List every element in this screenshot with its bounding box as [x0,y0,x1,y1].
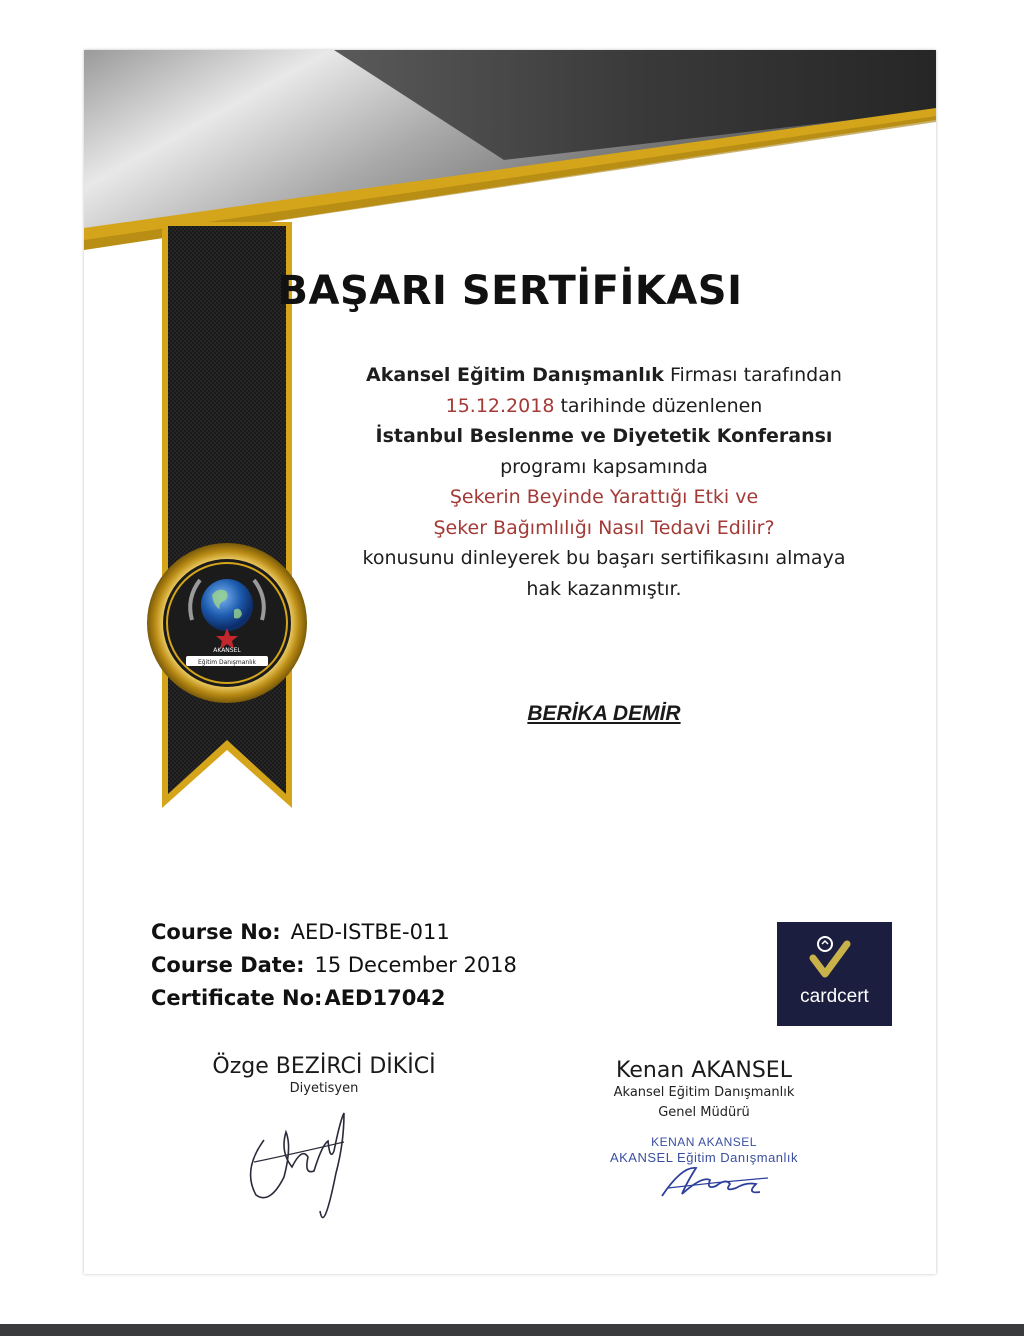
body-line-8: hak kazanmıştır. [526,577,682,600]
signatory-left [174,1054,474,1099]
ribbon-decoration [84,50,324,830]
certificate-no-value: AED17042 [324,986,446,1010]
body-line-1: Akansel Eğitim Danışmanlık Firması tarafından [366,364,842,386]
body-line-7: konusunu dinleyerek bu başarı sertifikasını almaya [362,547,846,569]
certificate-page [84,50,936,1274]
course-date-value: 15 December 2018 [314,953,517,977]
signatory-right-title-2: Genel Müdürü [658,1105,750,1120]
recipient-name: BERİKA DEMİR [527,702,681,725]
certificate-no-row: Certificate No:AED17042 [151,986,446,1010]
stamp-company: AKANSEL Eğitim Danışmanlık [609,1150,799,1165]
conference-name: İstanbul Beslenme ve Diyetetik Konferansı [375,425,833,447]
topic-line-2: Şeker Bağımlılığı Nasıl Tedavi Edilir? [433,516,775,539]
signatory-right-name: Kenan AKANSEL [616,1058,792,1083]
course-details [151,920,517,1019]
body-line-4: programı kapsamında [500,455,708,478]
signature-left [234,1100,374,1245]
course-date-row: Course Date: 15 December 2018 [151,953,517,977]
signature-right [654,1158,784,1208]
event-date: 15.12.2018 [445,394,555,417]
badge-label: cardcert [800,986,869,1007]
signatory-right-title-1: Akansel Eğitim Danışmanlık [613,1085,795,1100]
signatory-left-title: Diyetisyen [289,1081,359,1096]
course-no-value: AED-ISTBE-011 [290,920,450,944]
stamp-name: KENAN AKANSEL [651,1135,757,1149]
company-name: Akansel Eğitim Danışmanlık [366,364,664,386]
topic-line-1: Şekerin Beyinde Yarattığı Etki ve [449,486,759,508]
seal-text-1: AKANSEL [213,647,241,654]
certificate-title: BAŞARI SERTİFİKASI [277,268,743,314]
cardcert-badge [777,922,892,1026]
body-line-2: 15.12.2018 tarihinde düzenlenen [445,394,763,417]
course-no-row: Course No: AED-ISTBE-011 [151,920,450,944]
bottom-bar [0,1324,1024,1336]
signatory-right [554,1058,854,1123]
certificate-body [324,360,884,604]
seal-text-2: Eğitim Danışmanlık [197,659,257,666]
signatory-left-name: Özge BEZİRCİ DİKİCİ [212,1054,436,1079]
checkmark-icon [777,922,892,988]
